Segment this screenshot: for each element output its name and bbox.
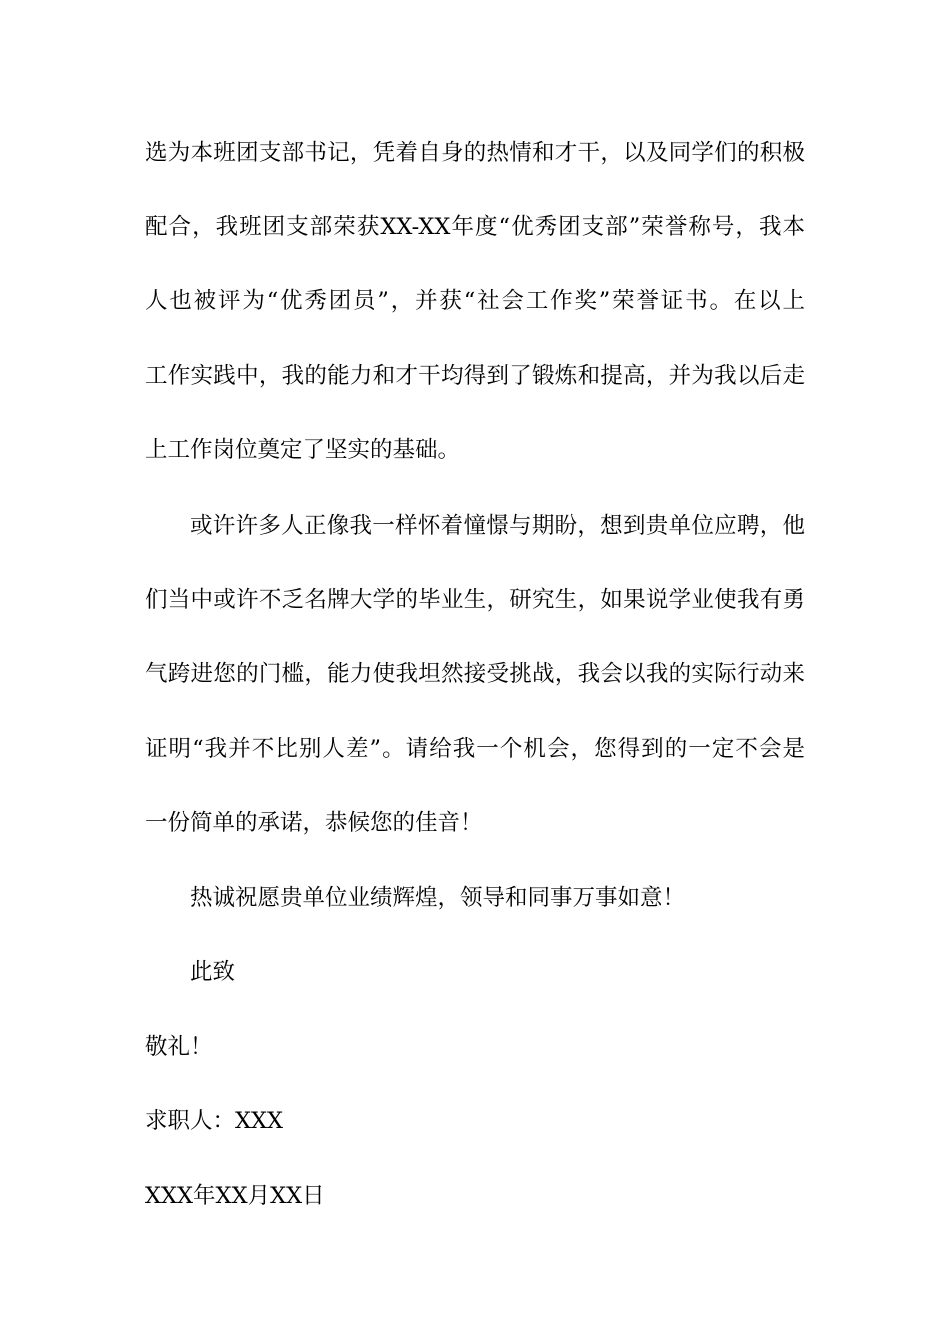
paragraph-line: 上工作岗位奠定了坚实的基础。: [145, 437, 461, 463]
paragraph-line: 证明“我并不比别人差”。请给我一个机会，您得到的一定不会是: [145, 736, 805, 762]
paragraph-line: 工作实践中，我的能力和才干均得到了锻炼和提高，并为我以后走: [145, 363, 805, 389]
wish-line: 热诚祝愿贵单位业绩辉煌，领导和同事万事如意！: [190, 885, 686, 911]
paragraph-line: 气跨进您的门槛，能力使我坦然接受挑战，我会以我的实际行动来: [145, 661, 805, 687]
paragraph-line: 一份简单的承诺，恭候您的佳音！: [145, 810, 483, 836]
paragraph-line: 选为本班团支部书记，凭着自身的热情和才干，以及同学们的积极: [145, 140, 805, 166]
paragraph-line: 人也被评为“优秀团员”，并获“社会工作奖”荣誉证书。在以上: [145, 288, 805, 314]
paragraph-line: 配合，我班团支部荣获XX-XX年度“优秀团支部”荣誉称号，我本: [145, 214, 805, 240]
closing-jingli: 敬礼！: [145, 1034, 213, 1060]
closing-cizhi: 此致: [190, 959, 236, 985]
signature-line: 求职人：XXX: [145, 1108, 284, 1134]
paragraph-line: 们当中或许不乏名牌大学的毕业生，研究生，如果说学业使我有勇: [145, 587, 805, 613]
paragraph-line: 或许许多人正像我一样怀着憧憬与期盼，想到贵单位应聘，他: [190, 513, 805, 539]
date-line: XXX年XX月XX日: [145, 1183, 325, 1209]
